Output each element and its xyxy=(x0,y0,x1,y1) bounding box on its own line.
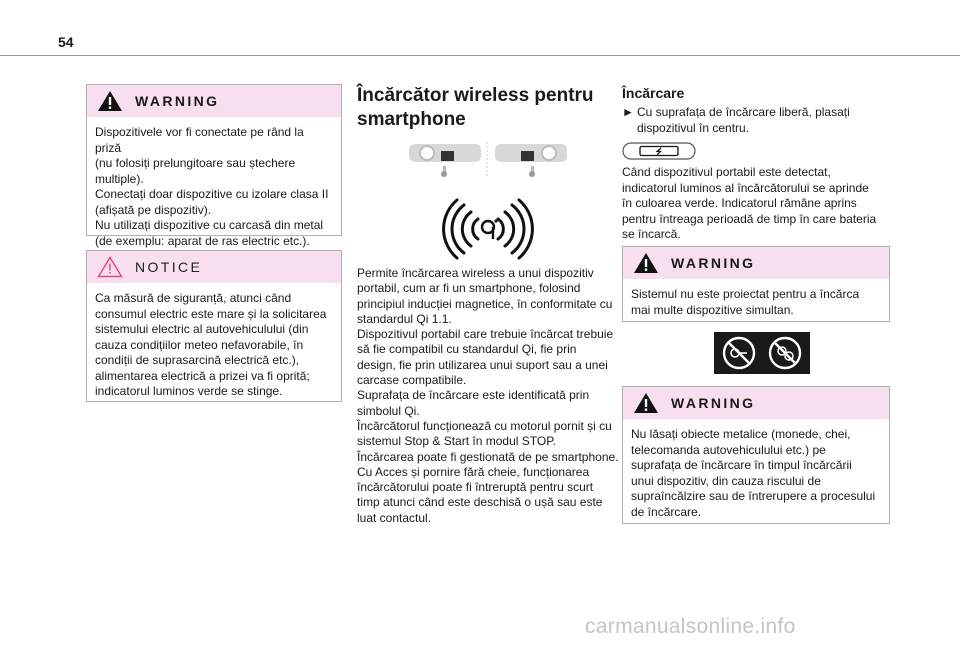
charging-heading: Încărcare xyxy=(622,85,685,101)
notice-header xyxy=(87,251,341,283)
bullet-text: Cu suprafața de încărcare liberă, plasați dispozitivul în centru. xyxy=(637,105,850,135)
notice-box-left xyxy=(86,250,342,402)
charging-instruction xyxy=(622,105,882,136)
bullet-arrow: ► xyxy=(622,105,634,119)
warning-header xyxy=(87,85,341,117)
charging-indicator-icon xyxy=(622,142,696,160)
warning-header xyxy=(623,387,889,419)
warning-title: WARNING xyxy=(671,255,756,271)
warning-body: Nu lăsați obiecte metalice (monede, chei, telecomanda autovehiculului etc.) pe suprafața de încărcare în timpul încărcării unui dispozitiv, din cauza riscului de supraîncălzire sau de întrerupere a procesului de încărcare. xyxy=(631,427,876,519)
warning-title: WARNING xyxy=(135,93,220,109)
warning-icon xyxy=(633,252,659,274)
section-body: Permite încărcarea wireless a unui dispozitiv portabil, cum ar fi un smartphone, folosind principiul inducției magnetice, în conformitate cu standardul Qi 1.1. Dispozitivul portabil care trebuie încărcat trebuie să fie compatibil cu standardul Qi, fie prin design, fie prin utilizarea unui suport sau a unei carcase compatibile. Suprafața de încărcare este identificată prin simbolul Qi. Încărcătorul funcționează cu motorul pornit și cu sistemul Stop & Start în modul STOP. Încărcarea poate fi gestionată de pe smartphone. Cu Acces și pornire fără cheie, funcționarea încărcătorului poate fi întreruptă pentru scurt timp atunci când este deschisă o ușă sau este luat contactul. xyxy=(357,266,619,525)
warning-header xyxy=(623,247,889,279)
section-title: Încărcător wireless pentru smartphone xyxy=(357,85,594,130)
top-rule xyxy=(0,55,960,56)
watermark: carmanualsonline.info xyxy=(585,615,796,638)
warning-icon xyxy=(633,392,659,414)
warning-body: Dispozitivele vor fi conectate pe rând la priză (nu folosiți prelungitoare sau ștechere multiple). Conectați doar dispozitive cu izolare clasa II (afișată pe dispozitiv). Nu utilizați dispozitive cu carcasă din metal (de exemplu: aparat de ras electric etc.). xyxy=(95,125,329,248)
warning-box-right-2 xyxy=(622,386,890,524)
warning-icon xyxy=(97,90,123,112)
detection-text: Când dispozitivul portabil este detectat, indicatorul luminos al încărcătorului se aprinde în culoarea verde. Indicatorul rămâne aprins pentru întreaga perioadă de timp în care bateria se încarcă. xyxy=(622,165,877,241)
no-metal-objects-icon xyxy=(714,332,810,374)
notice-icon xyxy=(97,256,123,278)
notice-title: NOTICE xyxy=(135,259,203,275)
warning-box-right-1 xyxy=(622,246,890,322)
warning-box-left xyxy=(86,84,342,248)
warning-title: WARNING xyxy=(671,395,756,411)
dashboard-illustration xyxy=(405,140,570,180)
qi-wireless-icon xyxy=(440,197,536,261)
page-number: 54 xyxy=(58,34,74,50)
notice-body: Ca măsură de siguranță, atunci când consumul electric este mare și la solicitarea sistemului electric al autovehiculului (din cauza condițiilor meteo nefavorabile, în condiții de suprasarcină electrică etc.), alimentarea electrică a prizei va fi oprită; indicatorul luminos verde se stinge. xyxy=(95,291,327,398)
warning-body: Sistemul nu este proiectat pentru a încărca mai multe dispozitive simultan. xyxy=(631,287,860,317)
